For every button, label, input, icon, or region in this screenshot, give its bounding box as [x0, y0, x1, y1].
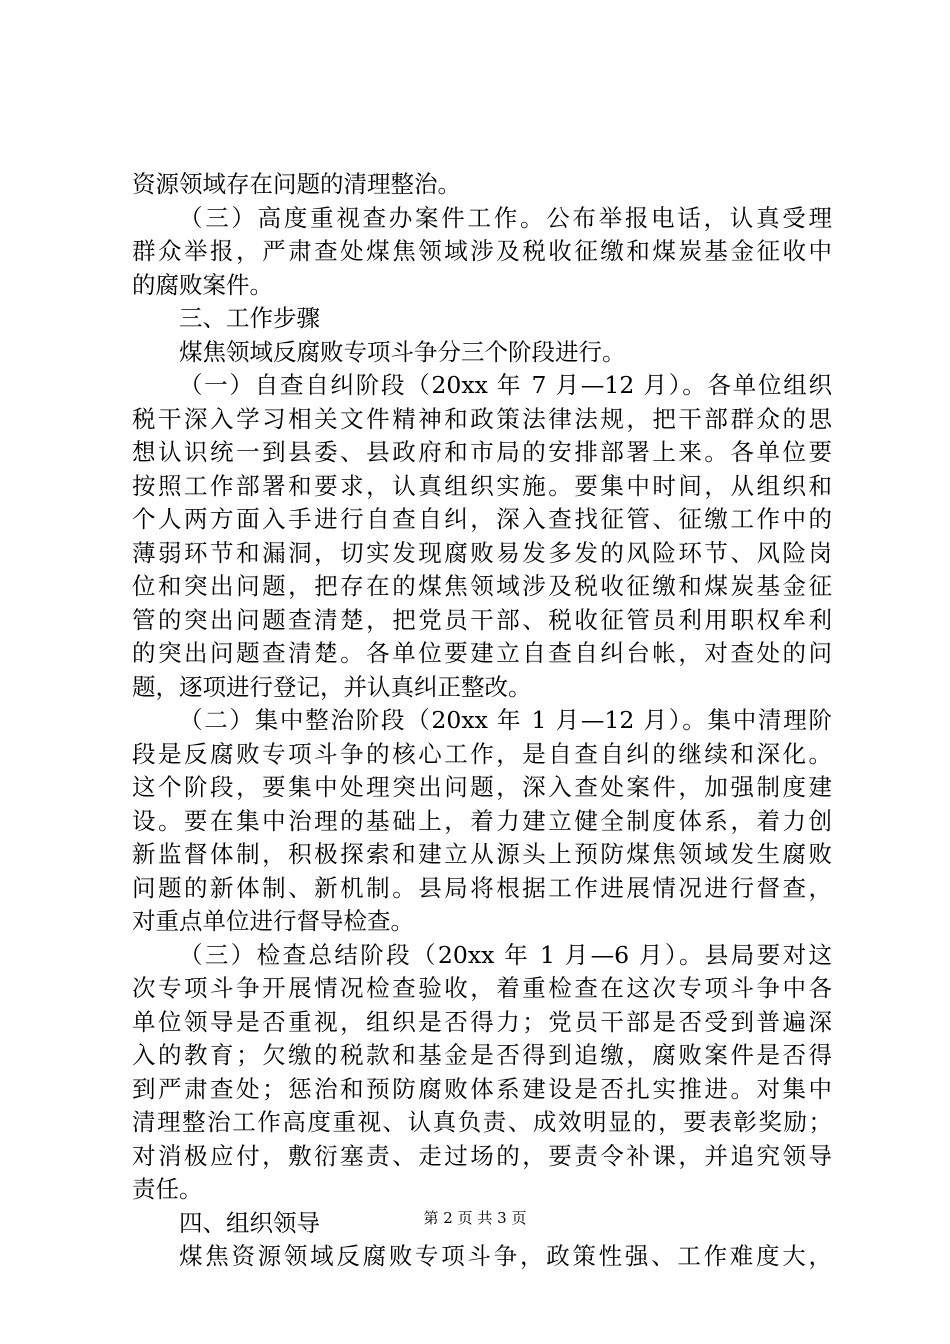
text-line: 题，逐项进行登记，并认真纠正整改。	[132, 672, 532, 701]
text-line: 次专项斗争开展情况检查验收，着重检查在这次专项斗争中各	[132, 974, 832, 1002]
text-line: 个人两方面入手进行自查自纠，深入查找征管、征缴工作中的	[132, 505, 832, 533]
text-line: （二）集中整治阶段（20xx 年 1 月—12 月）。集中清理阶	[179, 706, 832, 734]
text-line: （三）检查总结阶段（20xx 年 1 月—6 月）。县局要对这	[179, 940, 832, 969]
page-number-footer: 第 2 页 共 3 页	[423, 1209, 527, 1227]
text-line: 新监督体制，积极探索和建立从源头上预防煤焦领域发生腐败	[132, 840, 832, 868]
text-line: 的腐败案件。	[132, 270, 273, 299]
text-line: 薄弱环节和漏洞，切实发现腐败易发多发的风险环节、风险岗	[132, 538, 832, 567]
text-line: 段是反腐败专项斗争的核心工作，是自查自纠的继续和深化。	[132, 739, 832, 768]
text-line: （一）自查自纠阶段（20xx 年 7 月—12 月）。各单位组织	[179, 371, 832, 399]
text-line: 这个阶段，要集中处理突出问题，深入查处案件，加强制度建	[132, 773, 832, 801]
text-line: 入的教育；欠缴的税款和基金是否得到追缴，腐败案件是否得	[132, 1041, 832, 1069]
text-line: 按照工作部署和要求，认真组织实施。要集中时间，从组织和	[132, 471, 832, 500]
document-body	[132, 168, 832, 1274]
text-line: 单位领导是否重视，组织是否得力；党员干部是否受到普遍深	[132, 1007, 832, 1036]
section-heading: 三、工作步骤	[179, 304, 320, 332]
text-line: 群众举报，严肃查处煤焦领域涉及税收征缴和煤炭基金征收中	[132, 237, 832, 265]
text-line: 煤焦领域反腐败专项斗争分三个阶段进行。	[179, 337, 626, 366]
text-line: 责任。	[132, 1175, 203, 1203]
text-line: 到严肃查处；惩治和预防腐败体系建设是否扎实推进。对集中	[132, 1074, 832, 1103]
text-line: 想认识统一到县委、县政府和市局的安排部署上来。各单位要	[132, 438, 832, 466]
text-line: 对消极应付，敷衍塞责、走过场的，要责令补课，并追究领导	[132, 1141, 832, 1170]
text-line: 对重点单位进行督导检查。	[132, 907, 414, 935]
text-line: 设。要在集中治理的基础上，着力建立健全制度体系，着力创	[132, 806, 832, 835]
text-line: 清理整治工作高度重视、认真负责、成效明显的，要表彰奖励；	[132, 1108, 832, 1136]
text-line: 位和突出问题，把存在的煤焦领域涉及税收征缴和煤炭基金征	[132, 572, 832, 600]
section-heading: 四、组织领导	[179, 1208, 320, 1237]
text-line: （三）高度重视查办案件工作。公布举报电话，认真受理	[179, 203, 832, 232]
text-line: 税干深入学习相关文件精神和政策法律法规，把干部群众的思	[132, 404, 832, 433]
text-line: 的突出问题查清楚。各单位要建立自查自纠台帐，对查处的问	[132, 639, 832, 667]
text-line: 资源领域存在问题的清理整治。	[132, 170, 461, 198]
text-line: 管的突出问题查清楚，把党员干部、税收征管员利用职权牟利	[132, 605, 832, 634]
text-line: 煤焦资源领域反腐败专项斗争，政策性强、工作难度大，	[179, 1242, 832, 1270]
text-line: 问题的新体制、新机制。县局将根据工作进展情况进行督查，	[132, 873, 832, 902]
